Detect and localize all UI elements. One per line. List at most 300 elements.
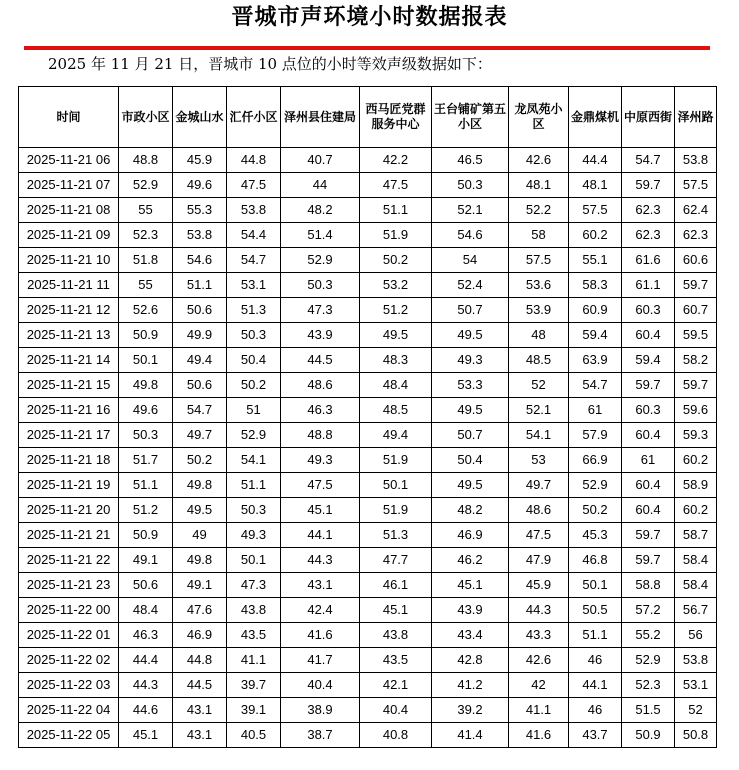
table-row	[19, 223, 717, 248]
value-cell: 47.5	[360, 173, 432, 198]
value-cell: 50.2	[227, 373, 281, 398]
value-cell: 48.5	[360, 398, 432, 423]
value-cell: 59.4	[569, 323, 622, 348]
value-cell: 53.8	[675, 648, 717, 673]
value-cell: 53.2	[360, 273, 432, 298]
value-cell: 46.5	[432, 148, 509, 173]
value-cell: 49.1	[119, 548, 173, 573]
value-cell: 51.2	[360, 298, 432, 323]
value-cell: 51.9	[360, 223, 432, 248]
value-cell: 51.1	[360, 198, 432, 223]
value-cell: 54.6	[173, 248, 227, 273]
value-cell: 48.8	[119, 148, 173, 173]
value-cell: 55.1	[569, 248, 622, 273]
value-cell: 50.5	[569, 598, 622, 623]
value-cell: 47.5	[509, 523, 569, 548]
value-cell: 55.3	[173, 198, 227, 223]
time-cell: 2025-11-21 13	[19, 323, 119, 348]
table-row	[19, 548, 717, 573]
table-header-row	[19, 87, 717, 148]
table-row	[19, 698, 717, 723]
value-cell: 48	[509, 323, 569, 348]
value-cell: 49.6	[173, 173, 227, 198]
value-cell: 50.2	[173, 448, 227, 473]
value-cell: 62.3	[622, 198, 675, 223]
value-cell: 49.3	[281, 448, 360, 473]
value-cell: 58.4	[675, 573, 717, 598]
value-cell: 55.2	[622, 623, 675, 648]
value-cell: 47.3	[227, 573, 281, 598]
value-cell: 61	[622, 448, 675, 473]
time-cell: 2025-11-21 18	[19, 448, 119, 473]
value-cell: 63.9	[569, 348, 622, 373]
header-cell: 时间	[19, 87, 119, 148]
value-cell: 50.6	[173, 373, 227, 398]
table-body	[19, 148, 717, 748]
value-cell: 54	[432, 248, 509, 273]
value-cell: 62.4	[675, 198, 717, 223]
value-cell: 52.9	[119, 173, 173, 198]
time-cell: 2025-11-21 21	[19, 523, 119, 548]
value-cell: 59.5	[675, 323, 717, 348]
value-cell: 55	[119, 198, 173, 223]
value-cell: 46.3	[281, 398, 360, 423]
value-cell: 52.1	[432, 198, 509, 223]
value-cell: 43.4	[432, 623, 509, 648]
value-cell: 47.3	[281, 298, 360, 323]
value-cell: 62.3	[675, 223, 717, 248]
value-cell: 41.4	[432, 723, 509, 748]
value-cell: 54.1	[509, 423, 569, 448]
table-row	[19, 198, 717, 223]
header-cell: 金鼎煤机	[569, 87, 622, 148]
value-cell: 53.8	[675, 148, 717, 173]
value-cell: 55	[119, 273, 173, 298]
value-cell: 42	[509, 673, 569, 698]
value-cell: 43.9	[432, 598, 509, 623]
value-cell: 42.6	[509, 648, 569, 673]
value-cell: 60.9	[569, 298, 622, 323]
value-cell: 60.4	[622, 498, 675, 523]
value-cell: 50.6	[173, 298, 227, 323]
value-cell: 46.1	[360, 573, 432, 598]
header-cell: 泽州县住建局	[281, 87, 360, 148]
value-cell: 39.2	[432, 698, 509, 723]
value-cell: 47.9	[509, 548, 569, 573]
table-row	[19, 273, 717, 298]
header-cell: 王台铺矿第五小区	[432, 87, 509, 148]
value-cell: 51.1	[227, 473, 281, 498]
value-cell: 41.6	[281, 623, 360, 648]
value-cell: 52	[509, 373, 569, 398]
value-cell: 50.7	[432, 423, 509, 448]
value-cell: 59.7	[622, 373, 675, 398]
value-cell: 51.7	[119, 448, 173, 473]
value-cell: 50.3	[227, 323, 281, 348]
value-cell: 51.8	[119, 248, 173, 273]
table-row	[19, 498, 717, 523]
value-cell: 50.2	[360, 248, 432, 273]
value-cell: 45.1	[360, 598, 432, 623]
value-cell: 46	[569, 698, 622, 723]
value-cell: 38.9	[281, 698, 360, 723]
value-cell: 42.8	[432, 648, 509, 673]
value-cell: 45.1	[281, 498, 360, 523]
value-cell: 59.7	[675, 273, 717, 298]
value-cell: 53	[509, 448, 569, 473]
value-cell: 48.5	[509, 348, 569, 373]
value-cell: 49	[173, 523, 227, 548]
time-cell: 2025-11-22 00	[19, 598, 119, 623]
header-cell: 龙凤苑小区	[509, 87, 569, 148]
value-cell: 45.3	[569, 523, 622, 548]
value-cell: 48.2	[432, 498, 509, 523]
value-cell: 39.7	[227, 673, 281, 698]
header-cell: 汇仟小区	[227, 87, 281, 148]
value-cell: 61	[569, 398, 622, 423]
value-cell: 50.6	[119, 573, 173, 598]
value-cell: 50.3	[281, 273, 360, 298]
value-cell: 54.7	[622, 148, 675, 173]
value-cell: 50.4	[432, 448, 509, 473]
value-cell: 50.3	[432, 173, 509, 198]
value-cell: 44.3	[509, 598, 569, 623]
value-cell: 48.4	[119, 598, 173, 623]
table-row	[19, 473, 717, 498]
value-cell: 49.8	[119, 373, 173, 398]
value-cell: 42.6	[509, 148, 569, 173]
value-cell: 51.2	[119, 498, 173, 523]
time-cell: 2025-11-21 09	[19, 223, 119, 248]
value-cell: 49.4	[360, 423, 432, 448]
value-cell: 52.4	[432, 273, 509, 298]
value-cell: 52.9	[227, 423, 281, 448]
report-title: 晋城市声环境小时数据报表	[231, 4, 508, 30]
value-cell: 62.3	[622, 223, 675, 248]
value-cell: 47.7	[360, 548, 432, 573]
value-cell: 42.1	[360, 673, 432, 698]
value-cell: 58.8	[622, 573, 675, 598]
value-cell: 46.3	[119, 623, 173, 648]
value-cell: 44.4	[569, 148, 622, 173]
value-cell: 48.6	[509, 498, 569, 523]
value-cell: 51.4	[281, 223, 360, 248]
value-cell: 43.1	[173, 698, 227, 723]
value-cell: 49.5	[360, 323, 432, 348]
value-cell: 49.9	[173, 323, 227, 348]
time-cell: 2025-11-21 07	[19, 173, 119, 198]
value-cell: 44.6	[119, 698, 173, 723]
value-cell: 52.3	[622, 673, 675, 698]
value-cell: 53.9	[509, 298, 569, 323]
value-cell: 50.8	[675, 723, 717, 748]
value-cell: 59.4	[622, 348, 675, 373]
value-cell: 60.6	[675, 248, 717, 273]
value-cell: 49.5	[432, 323, 509, 348]
table-row	[19, 398, 717, 423]
value-cell: 49.5	[432, 398, 509, 423]
value-cell: 48.3	[360, 348, 432, 373]
value-cell: 52.9	[281, 248, 360, 273]
value-cell: 45.1	[432, 573, 509, 598]
header-cell: 泽州路	[675, 87, 717, 148]
value-cell: 52.1	[509, 398, 569, 423]
value-cell: 61.1	[622, 273, 675, 298]
header-cell: 市政小区	[119, 87, 173, 148]
table-row	[19, 623, 717, 648]
value-cell: 46.9	[173, 623, 227, 648]
value-cell: 43.5	[227, 623, 281, 648]
value-cell: 54.7	[569, 373, 622, 398]
intro-text: 2025 年 11 月 21 日，晋城市 10 点位的小时等效声级数据如下：	[48, 55, 492, 73]
table-row	[19, 298, 717, 323]
value-cell: 58.7	[675, 523, 717, 548]
time-cell: 2025-11-21 16	[19, 398, 119, 423]
value-cell: 60.3	[622, 298, 675, 323]
value-cell: 44.8	[227, 148, 281, 173]
value-cell: 56	[675, 623, 717, 648]
value-cell: 53.8	[173, 223, 227, 248]
value-cell: 48.1	[569, 173, 622, 198]
value-cell: 58.3	[569, 273, 622, 298]
value-cell: 40.5	[227, 723, 281, 748]
time-cell: 2025-11-21 23	[19, 573, 119, 598]
value-cell: 44.1	[569, 673, 622, 698]
value-cell: 43.8	[227, 598, 281, 623]
value-cell: 60.3	[622, 398, 675, 423]
time-cell: 2025-11-21 17	[19, 423, 119, 448]
value-cell: 50.1	[569, 573, 622, 598]
title-divider	[24, 46, 710, 50]
time-cell: 2025-11-21 10	[19, 248, 119, 273]
table-row	[19, 448, 717, 473]
value-cell: 49.4	[173, 348, 227, 373]
value-cell: 54.7	[173, 398, 227, 423]
value-cell: 54.6	[432, 223, 509, 248]
value-cell: 57.2	[622, 598, 675, 623]
value-cell: 50.9	[119, 523, 173, 548]
value-cell: 50.7	[432, 298, 509, 323]
value-cell: 59.7	[622, 548, 675, 573]
table-row	[19, 373, 717, 398]
value-cell: 52	[675, 698, 717, 723]
value-cell: 52.3	[119, 223, 173, 248]
value-cell: 43.1	[281, 573, 360, 598]
value-cell: 49.8	[173, 473, 227, 498]
value-cell: 53.1	[227, 273, 281, 298]
value-cell: 45.9	[509, 573, 569, 598]
time-cell: 2025-11-21 20	[19, 498, 119, 523]
value-cell: 48.8	[281, 423, 360, 448]
value-cell: 50.3	[119, 423, 173, 448]
value-cell: 54.7	[227, 248, 281, 273]
value-cell: 51.9	[360, 448, 432, 473]
value-cell: 51.3	[360, 523, 432, 548]
value-cell: 57.9	[569, 423, 622, 448]
value-cell: 43.3	[509, 623, 569, 648]
value-cell: 50.1	[227, 548, 281, 573]
table-row	[19, 173, 717, 198]
value-cell: 60.4	[622, 423, 675, 448]
value-cell: 40.4	[281, 673, 360, 698]
value-cell: 49.7	[509, 473, 569, 498]
value-cell: 53.3	[432, 373, 509, 398]
value-cell: 40.4	[360, 698, 432, 723]
value-cell: 45.9	[173, 148, 227, 173]
value-cell: 57.5	[569, 198, 622, 223]
value-cell: 52.2	[509, 198, 569, 223]
time-cell: 2025-11-22 04	[19, 698, 119, 723]
value-cell: 58	[509, 223, 569, 248]
value-cell: 60.4	[622, 473, 675, 498]
value-cell: 60.7	[675, 298, 717, 323]
value-cell: 50.3	[227, 498, 281, 523]
value-cell: 56.7	[675, 598, 717, 623]
value-cell: 50.1	[360, 473, 432, 498]
value-cell: 60.4	[622, 323, 675, 348]
value-cell: 42.4	[281, 598, 360, 623]
value-cell: 46.2	[432, 548, 509, 573]
value-cell: 52.9	[569, 473, 622, 498]
value-cell: 44.5	[281, 348, 360, 373]
value-cell: 41.2	[432, 673, 509, 698]
value-cell: 51	[227, 398, 281, 423]
value-cell: 48.4	[360, 373, 432, 398]
value-cell: 49.3	[432, 348, 509, 373]
value-cell: 50.9	[622, 723, 675, 748]
value-cell: 49.5	[432, 473, 509, 498]
value-cell: 59.7	[622, 173, 675, 198]
time-cell: 2025-11-22 05	[19, 723, 119, 748]
table-row	[19, 423, 717, 448]
value-cell: 49.5	[173, 498, 227, 523]
table-row	[19, 523, 717, 548]
value-cell: 51.1	[173, 273, 227, 298]
value-cell: 40.8	[360, 723, 432, 748]
value-cell: 52.6	[119, 298, 173, 323]
table-row	[19, 723, 717, 748]
value-cell: 60.2	[569, 223, 622, 248]
value-cell: 50.9	[119, 323, 173, 348]
value-cell: 48.2	[281, 198, 360, 223]
value-cell: 43.9	[281, 323, 360, 348]
table-row	[19, 323, 717, 348]
header-cell: 金城山水	[173, 87, 227, 148]
table-row	[19, 573, 717, 598]
value-cell: 49.8	[173, 548, 227, 573]
value-cell: 41.1	[509, 698, 569, 723]
value-cell: 47.5	[281, 473, 360, 498]
value-cell: 53.6	[509, 273, 569, 298]
value-cell: 46.9	[432, 523, 509, 548]
value-cell: 52.9	[622, 648, 675, 673]
value-cell: 51.5	[622, 698, 675, 723]
time-cell: 2025-11-22 03	[19, 673, 119, 698]
value-cell: 46.8	[569, 548, 622, 573]
value-cell: 66.9	[569, 448, 622, 473]
value-cell: 44.4	[119, 648, 173, 673]
value-cell: 51.1	[569, 623, 622, 648]
value-cell: 43.8	[360, 623, 432, 648]
value-cell: 58.2	[675, 348, 717, 373]
value-cell: 41.6	[509, 723, 569, 748]
table-row	[19, 248, 717, 273]
time-cell: 2025-11-21 06	[19, 148, 119, 173]
table-row	[19, 348, 717, 373]
table-row	[19, 148, 717, 173]
value-cell: 57.5	[509, 248, 569, 273]
value-cell: 40.7	[281, 148, 360, 173]
value-cell: 59.3	[675, 423, 717, 448]
time-cell: 2025-11-21 15	[19, 373, 119, 398]
time-cell: 2025-11-21 22	[19, 548, 119, 573]
value-cell: 61.6	[622, 248, 675, 273]
value-cell: 44.5	[173, 673, 227, 698]
value-cell: 49.3	[227, 523, 281, 548]
value-cell: 54.1	[227, 448, 281, 473]
value-cell: 59.7	[675, 373, 717, 398]
header-cell: 中原西街	[622, 87, 675, 148]
value-cell: 43.7	[569, 723, 622, 748]
value-cell: 41.7	[281, 648, 360, 673]
value-cell: 44.8	[173, 648, 227, 673]
time-cell: 2025-11-21 12	[19, 298, 119, 323]
table-row	[19, 673, 717, 698]
value-cell: 43.5	[360, 648, 432, 673]
value-cell: 47.5	[227, 173, 281, 198]
value-cell: 51.9	[360, 498, 432, 523]
value-cell: 45.1	[119, 723, 173, 748]
value-cell: 39.1	[227, 698, 281, 723]
header-cell: 西马匠党群服务中心	[360, 87, 432, 148]
table-row	[19, 648, 717, 673]
value-cell: 60.2	[675, 448, 717, 473]
noise-data-table	[18, 86, 717, 748]
value-cell: 44	[281, 173, 360, 198]
value-cell: 44.1	[281, 523, 360, 548]
value-cell: 42.2	[360, 148, 432, 173]
value-cell: 54.4	[227, 223, 281, 248]
value-cell: 44.3	[119, 673, 173, 698]
time-cell: 2025-11-22 01	[19, 623, 119, 648]
value-cell: 44.3	[281, 548, 360, 573]
value-cell: 49.6	[119, 398, 173, 423]
time-cell: 2025-11-22 02	[19, 648, 119, 673]
value-cell: 38.7	[281, 723, 360, 748]
value-cell: 53.1	[675, 673, 717, 698]
value-cell: 46	[569, 648, 622, 673]
time-cell: 2025-11-21 11	[19, 273, 119, 298]
time-cell: 2025-11-21 14	[19, 348, 119, 373]
table-row	[19, 598, 717, 623]
value-cell: 59.6	[675, 398, 717, 423]
value-cell: 48.1	[509, 173, 569, 198]
value-cell: 47.6	[173, 598, 227, 623]
value-cell: 59.7	[622, 523, 675, 548]
value-cell: 50.1	[119, 348, 173, 373]
value-cell: 58.4	[675, 548, 717, 573]
value-cell: 49.7	[173, 423, 227, 448]
value-cell: 51.3	[227, 298, 281, 323]
value-cell: 60.2	[675, 498, 717, 523]
value-cell: 49.1	[173, 573, 227, 598]
value-cell: 50.2	[569, 498, 622, 523]
value-cell: 50.4	[227, 348, 281, 373]
value-cell: 57.5	[675, 173, 717, 198]
value-cell: 53.8	[227, 198, 281, 223]
value-cell: 51.1	[119, 473, 173, 498]
value-cell: 41.1	[227, 648, 281, 673]
